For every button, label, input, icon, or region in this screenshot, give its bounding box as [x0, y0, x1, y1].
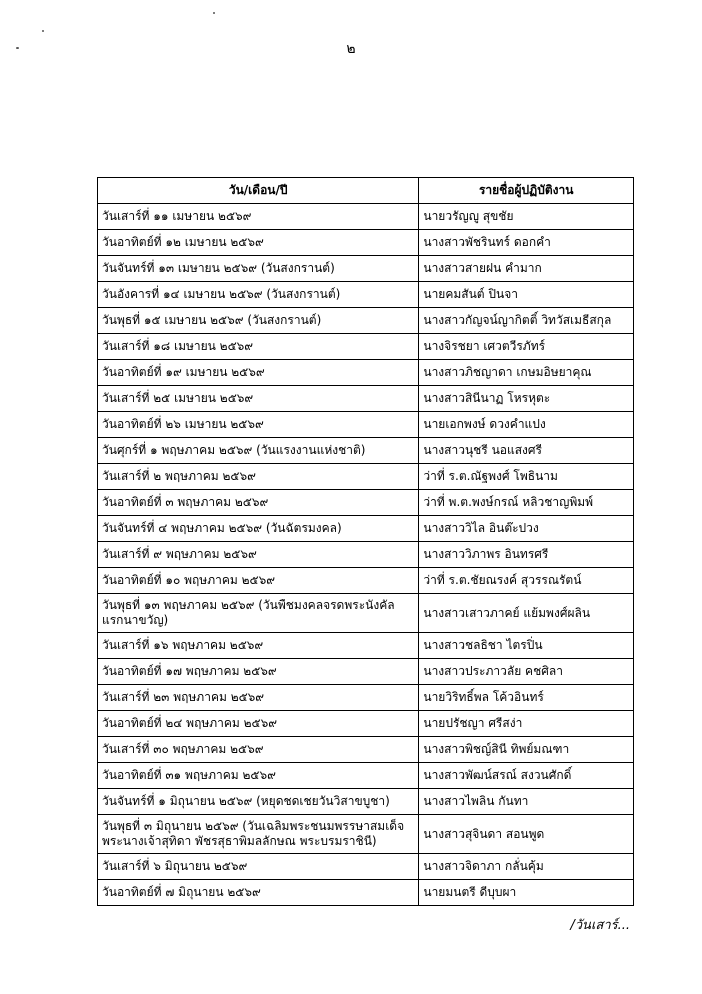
table-row — [98, 789, 634, 815]
cell-date: วันจันทร์ที่ ๑ มิถุนายน ๒๕๖๙ (หยุดชดเชยวันวิสาขบูชา) — [98, 789, 419, 815]
cell-name: นายมนตรี ดีบุบผา — [419, 880, 634, 906]
cell-name: นางสาวสายฝน คำมาก — [419, 256, 634, 282]
cell-name: นางสาวภิชญาดา เกษมอิษยาคุณ — [419, 360, 634, 386]
cell-name: นางสาวสุจินดา สอนพูด — [419, 815, 634, 854]
cell-date: วันพุธที่ ๓ มิถุนายน ๒๕๖๙ (วันเฉลิมพระชนมพรรษาสมเด็จพระนางเจ้าสุทิดา พัชรสุธาพิมลลักษณ พระบรมราชินี) — [98, 815, 419, 854]
cell-name: นางสาวไพลิน กันทา — [419, 789, 634, 815]
table-row — [98, 386, 634, 412]
continuation-note: /วันเสาร์... — [570, 918, 630, 933]
table-row — [98, 880, 634, 906]
cell-name: นางสาวพัชรินทร์ ดอกคำ — [419, 230, 634, 256]
cell-name: นางสาวพิชญ์สินี ทิพย์มณฑา — [419, 737, 634, 763]
cell-date: วันศุกร์ที่ ๑ พฤษภาคม ๒๕๖๙ (วันแรงงานแห่งชาติ) — [98, 438, 419, 464]
cell-date: วันเสาร์ที่ ๒ พฤษภาคม ๒๕๖๙ — [98, 464, 419, 490]
duty-roster-table — [97, 177, 634, 906]
cell-date: วันพุธที่ ๑๕ เมษายน ๒๕๖๙ (วันสงกรานต์) — [98, 308, 419, 334]
scan-speck — [213, 12, 215, 14]
cell-name: นางสาวพัฒน์สรณ์ สงวนศักดิ์ — [419, 763, 634, 789]
page-number: ๒ — [346, 41, 356, 57]
cell-name: นางสาวชลธิชา ไตรปิ่น — [419, 633, 634, 659]
cell-date: วันอังคารที่ ๑๔ เมษายน ๒๕๖๙ (วันสงกรานต์) — [98, 282, 419, 308]
table-row — [98, 633, 634, 659]
cell-date: วันเสาร์ที่ ๓๐ พฤษภาคม ๒๕๖๙ — [98, 737, 419, 763]
table-row — [98, 516, 634, 542]
cell-name: นางสาวเสาวภาคย์ แย้มพงศ์ผลิน — [419, 594, 634, 633]
table-row — [98, 685, 634, 711]
cell-date: วันอาทิตย์ที่ ๑๗ พฤษภาคม ๒๕๖๙ — [98, 659, 419, 685]
cell-name: ว่าที่ พ.ต.พงษ์กรณ์ หลิวชาญพิมพ์ — [419, 490, 634, 516]
table-row — [98, 334, 634, 360]
table-header-row — [98, 178, 634, 204]
table-row — [98, 412, 634, 438]
table-row — [98, 568, 634, 594]
table-row — [98, 464, 634, 490]
cell-name: นายวรัญญู สุขชัย — [419, 204, 634, 230]
cell-date: วันอาทิตย์ที่ ๑๐ พฤษภาคม ๒๕๖๙ — [98, 568, 419, 594]
cell-date: วันเสาร์ที่ ๒๕ เมษายน ๒๕๖๙ — [98, 386, 419, 412]
cell-name: นางสาววิไล อินต๊ะปวง — [419, 516, 634, 542]
table-row — [98, 763, 634, 789]
table-row — [98, 256, 634, 282]
cell-date: วันอาทิตย์ที่ ๑๙ เมษายน ๒๕๖๙ — [98, 360, 419, 386]
cell-name: นายวิริทธิ์พล โค้วอินทร์ — [419, 685, 634, 711]
cell-date: วันเสาร์ที่ ๑๑ เมษายน ๒๕๖๙ — [98, 204, 419, 230]
cell-date: วันอาทิตย์ที่ ๓ พฤษภาคม ๒๕๖๙ — [98, 490, 419, 516]
table-row — [98, 711, 634, 737]
cell-date: วันเสาร์ที่ ๑๘ เมษายน ๒๕๖๙ — [98, 334, 419, 360]
cell-date: วันจันทร์ที่ ๔ พฤษภาคม ๒๕๖๙ (วันฉัตรมงคล) — [98, 516, 419, 542]
cell-date: วันอาทิตย์ที่ ๒๔ พฤษภาคม ๒๕๖๙ — [98, 711, 419, 737]
table-row — [98, 438, 634, 464]
table-row — [98, 490, 634, 516]
cell-name: นางสาวนุชรี นอแสงศรี — [419, 438, 634, 464]
table-row — [98, 815, 634, 854]
table-row — [98, 594, 634, 633]
table-body — [98, 204, 634, 906]
table-row — [98, 308, 634, 334]
cell-name: ว่าที่ ร.ต.ณัฐพงศ์ โพธินาม — [419, 464, 634, 490]
cell-name: นางสาววิภาพร อินทรศรี — [419, 542, 634, 568]
cell-date: วันอาทิตย์ที่ ๗ มิถุนายน ๒๕๖๙ — [98, 880, 419, 906]
table-row — [98, 204, 634, 230]
cell-name: ว่าที่ ร.ต.ชัยณรงค์ สุวรรณรัตน์ — [419, 568, 634, 594]
table-row — [98, 854, 634, 880]
table-row — [98, 230, 634, 256]
cell-date: วันจันทร์ที่ ๑๓ เมษายน ๒๕๖๙ (วันสงกรานต์) — [98, 256, 419, 282]
cell-date: วันพุธที่ ๑๓ พฤษภาคม ๒๕๖๙ (วันพืชมงคลจรดพระนังคัล แรกนาขวัญ) — [98, 594, 419, 633]
table-row — [98, 360, 634, 386]
table-row — [98, 282, 634, 308]
table-row — [98, 542, 634, 568]
cell-date: วันเสาร์ที่ ๒๓ พฤษภาคม ๒๕๖๙ — [98, 685, 419, 711]
table-row — [98, 737, 634, 763]
header-date: วัน/เดือน/ปี — [98, 178, 419, 204]
cell-date: วันเสาร์ที่ ๖ มิถุนายน ๒๕๖๙ — [98, 854, 419, 880]
cell-date: วันอาทิตย์ที่ ๒๖ เมษายน ๒๕๖๙ — [98, 412, 419, 438]
header-name: รายชื่อผู้ปฏิบัติงาน — [419, 178, 634, 204]
cell-name: นางจิรชยา เศวตวีรภัทร์ — [419, 334, 634, 360]
scan-speck — [42, 30, 44, 32]
cell-date: วันอาทิตย์ที่ ๓๑ พฤษภาคม ๒๕๖๙ — [98, 763, 419, 789]
cell-name: นายปรัชญา ศรีสง่า — [419, 711, 634, 737]
cell-name: นางสาวจิดาภา กลั่นคุ้ม — [419, 854, 634, 880]
cell-date: วันเสาร์ที่ ๑๖ พฤษภาคม ๒๕๖๙ — [98, 633, 419, 659]
cell-date: วันเสาร์ที่ ๙ พฤษภาคม ๒๕๖๙ — [98, 542, 419, 568]
cell-date: วันอาทิตย์ที่ ๑๒ เมษายน ๒๕๖๙ — [98, 230, 419, 256]
table-row — [98, 659, 634, 685]
cell-name: นางสาวสินีนาฏ โหรหุตะ — [419, 386, 634, 412]
cell-name: นายเอกพงษ์ ดวงคำแปง — [419, 412, 634, 438]
cell-name: นายคมสันต์ ปินจา — [419, 282, 634, 308]
cell-name: นางสาวกัญจน์ญากิตติ์ วิทวัสเมธีสกุล — [419, 308, 634, 334]
cell-name: นางสาวประภาวลัย คชศิลา — [419, 659, 634, 685]
